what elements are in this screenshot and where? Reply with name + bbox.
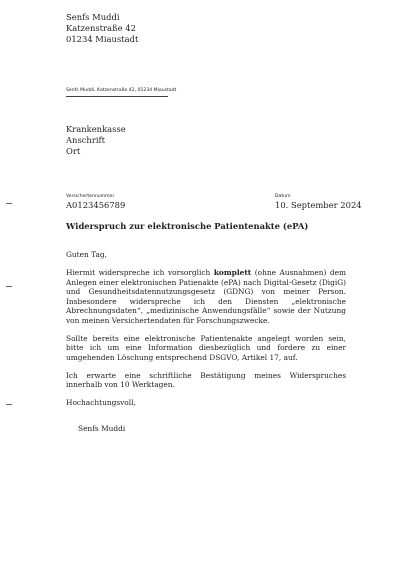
paragraph-1-start: Hiermit widerspreche ich vorsorglich: [66, 268, 214, 277]
insurance-number-label: Versichertennummer: [66, 194, 115, 199]
greeting: Guten Tag,: [66, 250, 107, 259]
signature: Senfs Muddi: [78, 424, 126, 433]
insurance-number: A0123456789: [66, 200, 126, 210]
punch-mark: [6, 286, 12, 287]
fold-mark-bottom: [6, 404, 12, 405]
recipient-line-2: Anschrift: [66, 135, 105, 146]
sender-street: Katzenstraße 42: [66, 23, 136, 34]
recipient-line-1: Krankenkasse: [66, 124, 126, 134]
sender-address: [66, 12, 138, 46]
return-address-line: Senfs Muddi, Katzenstraße 42, 01234 Miaustadt: [66, 88, 177, 93]
paragraph-1: [66, 268, 346, 325]
sender-city: 01234 Miaustadt: [66, 34, 139, 45]
sender-name: Senfs Muddi: [66, 12, 120, 22]
recipient-address: [66, 124, 126, 158]
letter-body: [66, 250, 346, 442]
fold-mark-top: [6, 203, 12, 204]
paragraph-2: Sollte bereits eine elektronische Patientenakte angelegt worden sein, bitte ich um eine Information diesbezüglich und fordere zu einer umgehenden Löschung entsprechend DSGVO, Artikel 17, auf.: [66, 333, 346, 362]
date-value: 10. September 2024: [275, 200, 362, 210]
paragraph-1-rest: (ohne Ausnahmen) dem Anlegen einer elektronischen Patienakte (ePA) nach Digital-Gesetz (DigiG) und Gesundheitsdatennutzungsgesetz (GDNG) von meiner Person. Insbesondere widerspreche ich den Diensten „elektronische Abrechnungsdaten“, „medizinische Anwendungsfälle“ sowie der Nutzung von meinen Versichertendaten für Forschungszwecke.: [66, 268, 347, 325]
return-address-rule: [66, 96, 168, 97]
paragraph-1-emphasis: komplett: [213, 268, 252, 277]
closing: Hochachtungsvoll,: [66, 398, 136, 407]
subject-line: Widerspruch zur elektronische Patientenakte (ePA): [66, 221, 309, 231]
recipient-line-3: Ort: [66, 146, 81, 157]
date-label: Datum: [275, 194, 291, 199]
paragraph-3: Ich erwarte eine schriftliche Bestätigung meines Widerspruches innerhalb von 10 Werktagen.: [66, 370, 346, 389]
